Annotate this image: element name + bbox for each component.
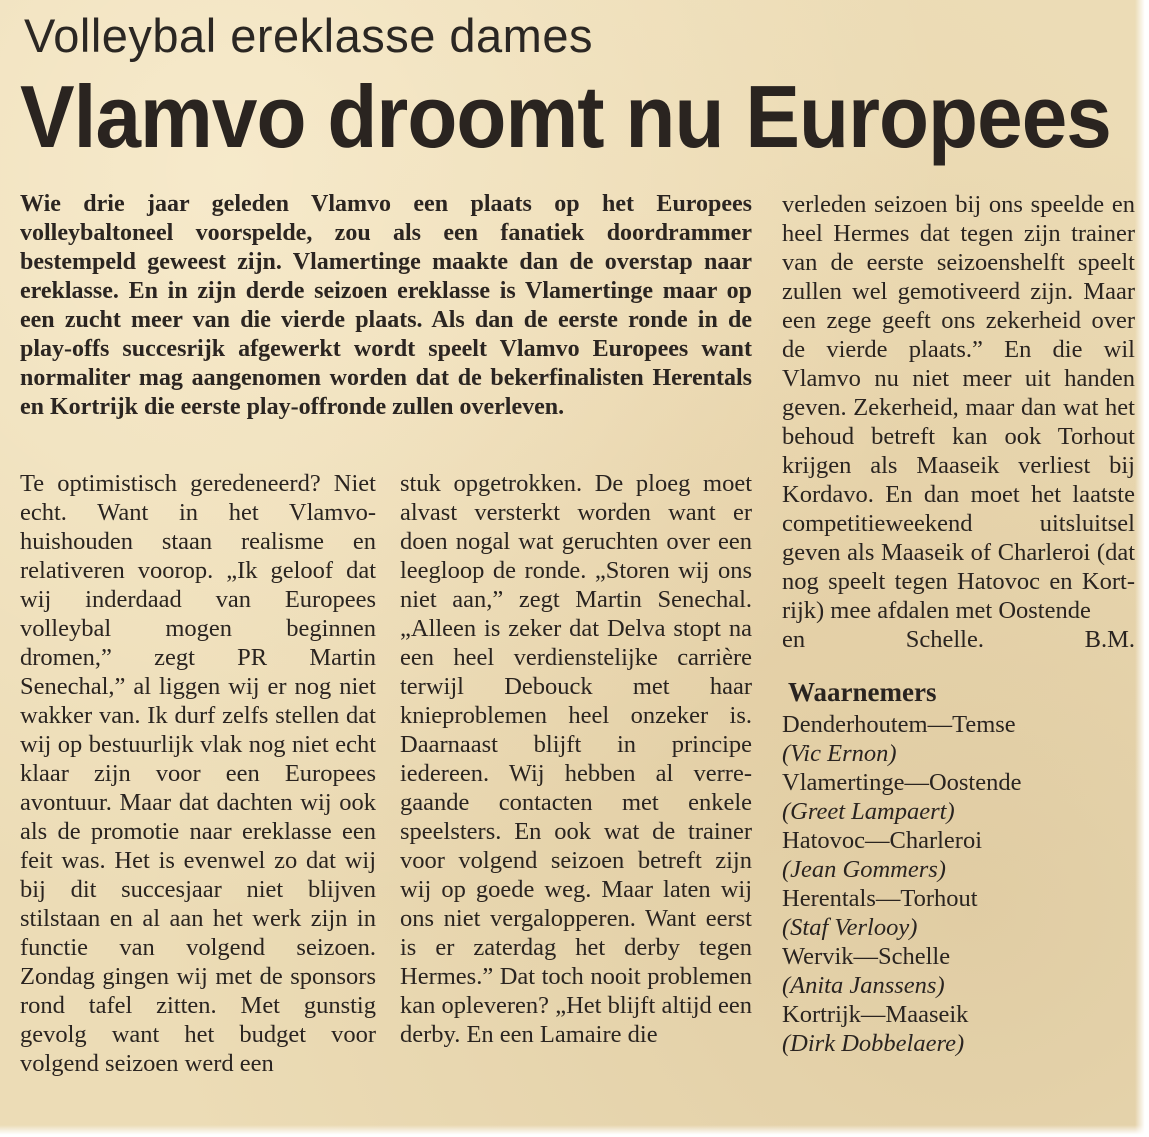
body-column-2-text: stuk opgetrokken. De ploeg moet alvast versterkt worden want er doen nogal wat geruchten over een leegloop de ronde. „Storen wij ons niet aan,” zegt Martin Senechal. „Alleen is zeker dat Delva stopt na een heel verdienstelijke carrière terwijl Debouck met haar knieproblemen heel onzeker is. Daarnaast blijft in principe iedereen. Wij hebben al verregaande contacten met enkele speelsters. En ook wat de trainer voor volgend seizoen betreft zijn wij op goede weg. Maar laten wij ons niet vergalopperen. Want eerst is er zaterdag het derby tegen Hermes.” Dat toch nooit problemen kan opleveren? „Het blijft altijd een derby. En een Lamaire die (400, 470, 752, 1048)
closing-words: en Schelle. (782, 626, 984, 653)
body-column-2 (400, 469, 752, 1049)
section-kicker: Volleybal ereklasse dames (24, 9, 593, 62)
observer-name: (Anita Janssens) (782, 972, 945, 999)
observer-name: (Vic Ernon) (782, 740, 897, 767)
observer-entry (782, 1000, 1135, 1058)
body-column-1-text: Te optimistisch geredeneerd? Niet echt. Want in het Vlamvohuishouden staan realisme en relativeren voorop. „Ik geloof dat wij inderdaad van Europees volleybal mogen beginnen dromen,” zegt PR Martin Senechal,” al liggen wij er nog niet wakker van. Ik durf zelfs stellen dat wij op bestuurlijk vlak nog niet echt klaar zijn voor een Europees avontuur. Maar dat dachten wij ook als de promotie naar ereklasse een feit was. Het is evenwel zo dat wij bij dit succesjaar niet blijven stilstaan en al aan het werk zijn in functie van volgend seizoen. Zondag gingen wij met de sponsors rond tafel zitten. Met gunstig gevolg want het budget voor volgend seizoen werd een (20, 470, 376, 1077)
observer-name: (Jean Gommers) (782, 856, 946, 883)
body-column-3-text: verleden seizoen bij ons speelde en heel Hermes dat tegen zijn trainer van de eerste seizoenshelft speelt zullen wel gemotiveerd zijn. Maar een zege geeft ons zekerheid over de vierde plaats.” En die wil Vlamvo nu niet meer uit handen geven. Zekerheid, maar dan wat het behoud betreft kan ook Torhout krijgen als Maaseik verliest bij Kordavo. En dan moet het laatste competitieweekend uitsluitsel geven als Maaseik of Charleroi (dat nog speelt tegen Hatovoc en Kortrijk) mee afdalen met Oostende (782, 191, 1135, 624)
headline: Vlamvo droomt nu Europees (20, 67, 1111, 166)
paper-edge-bottom (0, 1125, 1149, 1137)
observer-entry (782, 884, 1135, 942)
observers-list (782, 710, 1135, 1058)
observer-match: Denderhoutem—Temse (782, 711, 1016, 738)
closing-line (782, 625, 1135, 654)
observer-entry (782, 942, 1135, 1000)
observer-match: Wervik—Schelle (782, 943, 951, 970)
author-signature: B.M. (1084, 626, 1135, 653)
observer-entry (782, 710, 1135, 768)
body-column-3 (782, 190, 1135, 1058)
observers-title: Waarnemers (788, 677, 937, 707)
observer-name: (Greet Lampaert) (782, 798, 955, 825)
observer-entry (782, 768, 1135, 826)
body-column-1 (20, 469, 376, 1078)
observer-name: (Dirk Dobbelaere) (782, 1030, 965, 1057)
paper-edge-right (1135, 0, 1149, 1137)
observer-name: (Staf Verlooy) (782, 914, 918, 941)
observer-match: Herentals—Torhout (782, 885, 978, 912)
observer-match: Hatovoc—Charleroi (782, 827, 983, 854)
observer-match: Kortrijk—Maaseik (782, 1001, 969, 1028)
intro-paragraph: Wie drie jaar geleden Vlamvo een plaats op het Europees volleybaltoneel voorspelde, zou als een fanatiek doordrammer bestempeld geweest zijn. Vlamertinge maakte dan de overstap naar ereklasse. En in zijn derde seizoen ereklasse is Vlamertinge maar op een zucht meer van die vierde plaats. Als dan de eerste ronde in de play-offs succesrijk afgewerkt wordt speelt Vlamvo Europees want normaliter mag aangenomen worden dat de bekerfinalisten Herentals en Kortrijk die eerste play-offronde zullen overleven. (20, 191, 752, 420)
observer-entry (782, 826, 1135, 884)
observer-match: Vlamertinge—Oostende (782, 769, 1022, 796)
